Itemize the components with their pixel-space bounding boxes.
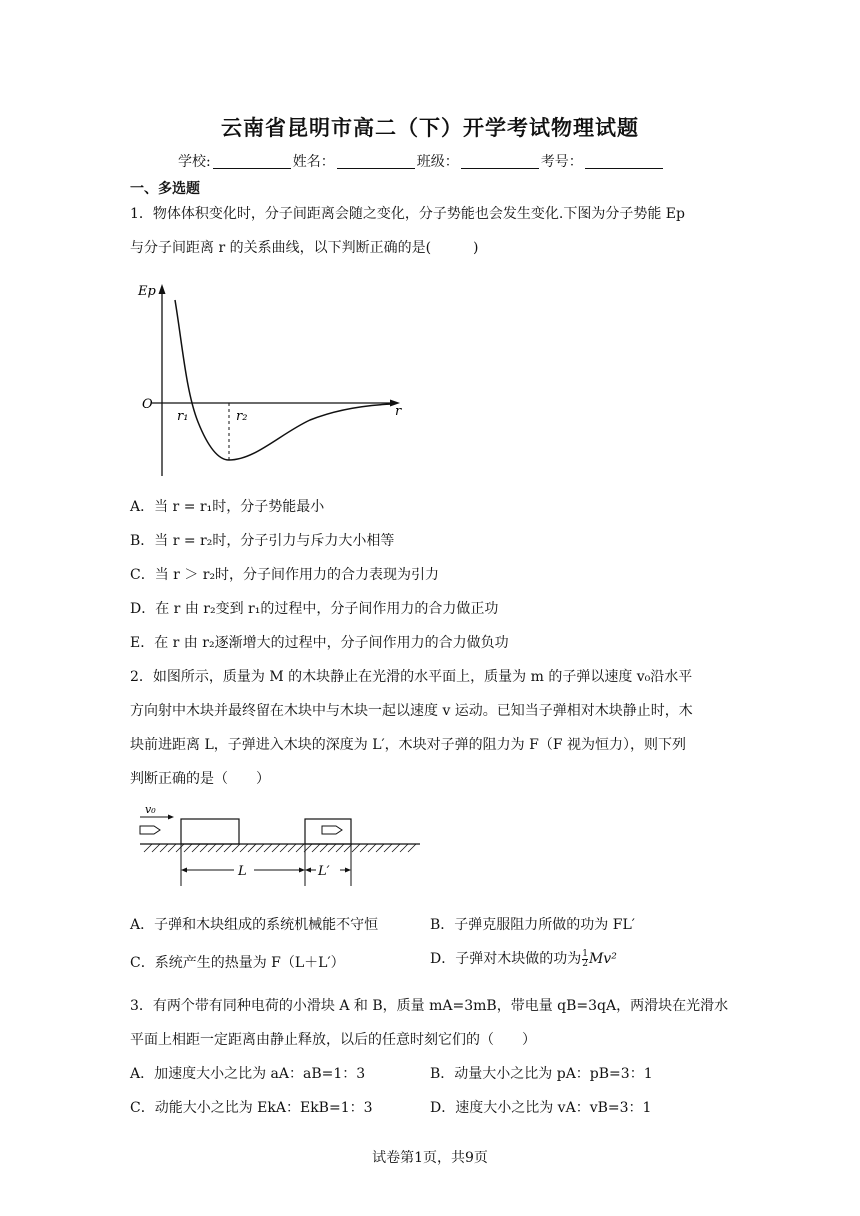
q3-option-b[interactable]: B．动量大小之比为 pA：pB=3：1 — [430, 1066, 653, 1082]
fraction-denominator: 2 — [582, 958, 588, 969]
q2-option-c[interactable]: C．系统产生的热量为 F（L＋L′） — [130, 955, 345, 971]
r1-label: r₁ — [177, 409, 189, 424]
q2-option-d-suffix: Mv² — [588, 951, 617, 967]
student-info-line — [178, 151, 665, 171]
fraction-numerator: 1 — [582, 948, 588, 959]
q2-option-a[interactable]: A．子弹和木块组成的系统机械能不守恒 — [130, 917, 379, 933]
q2-stem-line1: 2．如图所示，质量为 M 的木块静止在光滑的水平面上，质量为 m 的子弹以速度 v₀沿水平 — [130, 669, 693, 685]
q3-stem-line1: 3．有两个带有同种电荷的小滑块 A 和 B，质量 mA=3mB，带电量 qB=3qA，两滑块在光滑水 — [130, 998, 729, 1014]
q1-potential-energy-graph — [130, 272, 420, 484]
page-footer: 试卷第1页，共9页 — [372, 1150, 488, 1166]
q2-stem-line3: 块前进距离 L，子弹进入木块的深度为 L′，木块对子弹的阻力为 F（F 视为恒力），则下列 — [130, 737, 686, 753]
q3-stem-line2: 平面上相距一定距离由静止释放，以后的任意时刻它们的（ ） — [130, 1032, 536, 1048]
r-axis-label: r — [395, 404, 402, 419]
q2-stem-line4: 判断正确的是（ ） — [130, 771, 270, 787]
class-label: 班级： — [416, 154, 459, 170]
l-distance-label: L — [238, 864, 247, 879]
class-blank[interactable] — [461, 154, 539, 169]
q2-option-d-prefix: D．子弹对木块做的功为 — [430, 951, 582, 967]
q1-stem-line1: 1．物体体积变化时，分子间距离会随之变化，分子势能也会发生变化.下图为分子势能 Ep — [130, 206, 685, 222]
l-prime-depth-label: L′ — [318, 864, 330, 879]
q3-option-d[interactable]: D．速度大小之比为 vA：vB=3：1 — [430, 1100, 652, 1116]
ep-axis-text: Ep — [138, 284, 156, 299]
origin-label: O — [142, 397, 153, 412]
q2-bullet-block-figure — [130, 800, 430, 892]
name-label: 姓名： — [292, 154, 335, 170]
q1-option-b[interactable]: B．当 r = r₂时，分子引力与斥力大小相等 — [130, 533, 395, 549]
q2-option-b[interactable]: B．子弹克服阻力所做的功为 FL′ — [430, 917, 635, 933]
r2-label: r₂ — [236, 409, 248, 424]
name-blank[interactable] — [337, 154, 415, 169]
q2-stem-line2: 方向射中木块并最终留在木块中与木块一起以速度 v 运动。已知当子弹相对木块静止时，木 — [130, 703, 693, 719]
school-blank[interactable] — [213, 154, 291, 169]
v0-label: v₀ — [145, 803, 156, 816]
q1-option-d[interactable]: D．在 r 由 r₂变到 r₁的过程中，分子间作用力的合力做正功 — [130, 601, 499, 617]
exam-number-blank[interactable] — [585, 154, 663, 169]
q3-option-a[interactable]: A．加速度大小之比为 aA：aB=1：3 — [130, 1066, 366, 1082]
q2-option-d[interactable] — [430, 948, 617, 969]
ep-axis-label — [137, 284, 156, 299]
section-heading-multiple-choice: 一、多选题 — [130, 181, 200, 197]
q1-option-e[interactable]: E．在 r 由 r₂逐渐增大的过程中，分子间作用力的合力做负功 — [130, 635, 509, 651]
q3-option-c[interactable]: C．动能大小之比为 EkA：EkB=1：3 — [130, 1100, 373, 1116]
one-half-fraction — [582, 950, 588, 969]
exam-number-label: 考号： — [540, 154, 583, 170]
page-title: 云南省昆明市高二（下）开学考试物理试题 — [221, 116, 639, 140]
school-label: 学校: — [178, 154, 211, 170]
q1-option-c[interactable]: C．当 r ＞ r₂时，分子间作用力的合力表现为引力 — [130, 567, 440, 583]
q1-stem-line2: 与分子间距离 r 的关系曲线，以下判断正确的是( ) — [130, 240, 479, 256]
q1-option-a[interactable]: A．当 r = r₁时，分子势能最小 — [130, 499, 325, 515]
